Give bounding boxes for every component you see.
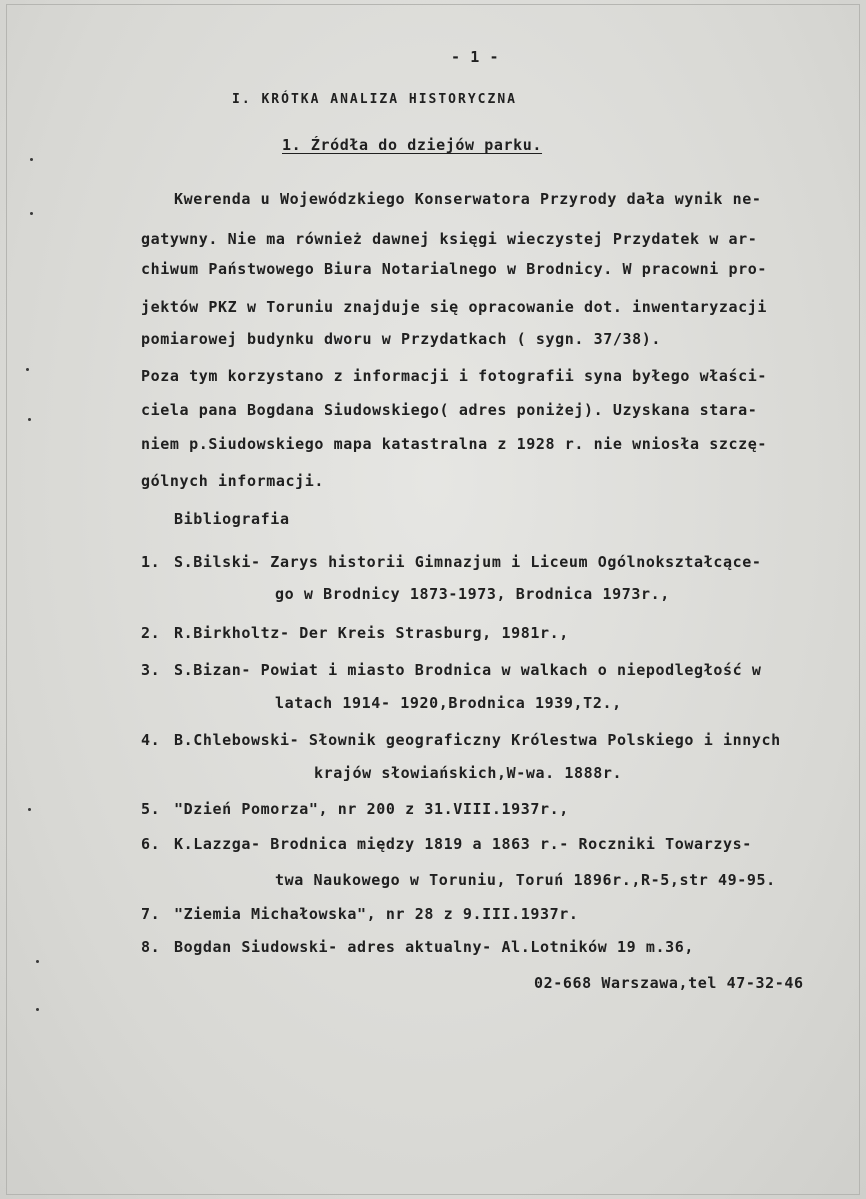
paragraph-2-line: niem p.Siudowskiego mapa katastralna z 1928 r. nie wniosła szczę- [141, 435, 767, 453]
margin-mark [28, 418, 31, 421]
bibliography-number: 1. [141, 553, 161, 571]
bibliography-number: 7. [141, 905, 161, 923]
paragraph-2-line: gólnych informacji. [141, 472, 324, 490]
chapter-title: I. KRÓTKA ANALIZA HISTORYCZNA [232, 92, 517, 107]
paragraph-1-line: jektów PKZ w Toruniu znajduje się opracowanie dot. inwentaryzacji [141, 298, 767, 316]
bibliography-number: 6. [141, 835, 161, 853]
margin-mark [30, 212, 33, 215]
bibliography-number: 8. [141, 938, 161, 956]
bibliography-entry: krajów słowiańskich,W-wa. 1888r. [314, 764, 623, 782]
bibliography-entry: Bogdan Siudowski- adres aktualny- Al.Lotników 19 m.36, [174, 938, 695, 956]
bibliography-number: 4. [141, 731, 161, 749]
bibliography-number: 3. [141, 661, 161, 679]
bibliography-number: 5. [141, 800, 161, 818]
bibliography-entry: twa Naukowego w Toruniu, Toruń 1896r.,R-5,str 49-95. [275, 871, 776, 889]
bibliography-entry: K.Lazzga- Brodnica między 1819 a 1863 r.- Roczniki Towarzys- [174, 835, 752, 853]
paragraph-1-line: gatywny. Nie ma również dawnej księgi wieczystej Przydatek w ar- [141, 230, 758, 248]
page-number: - 1 - [451, 48, 500, 66]
bibliography-entry: S.Bizan- Powiat i miasto Brodnica w walkach o niepodległość w [174, 661, 762, 679]
paragraph-2-line: Poza tym korzystano z informacji i fotografii syna byłego właści- [141, 367, 767, 385]
bibliography-heading: Bibliografia [174, 510, 290, 528]
margin-mark [36, 960, 39, 963]
bibliography-entry: B.Chlebowski- Słownik geograficzny Królestwa Polskiego i innych [174, 731, 781, 749]
margin-mark [26, 368, 29, 371]
paragraph-1-line: Kwerenda u Wojewódzkiego Konserwatora Przyrody dała wynik ne- [174, 190, 762, 208]
bibliography-entry: S.Bilski- Zarys historii Gimnazjum i Liceum Ogólnokształcące- [174, 553, 762, 571]
bibliography-entry: 02-668 Warszawa,tel 47-32-46 [534, 974, 804, 992]
bibliography-number: 2. [141, 624, 161, 642]
paragraph-1-line: pomiarowej budynku dworu w Przydatkach ( sygn. 37/38). [141, 330, 662, 348]
bibliography-entry: go w Brodnicy 1873-1973, Brodnica 1973r., [275, 585, 670, 603]
bibliography-entry: R.Birkholtz- Der Kreis Strasburg, 1981r., [174, 624, 569, 642]
paragraph-1-line: chiwum Państwowego Biura Notarialnego w Brodnicy. W pracowni pro- [141, 260, 767, 278]
margin-mark [30, 158, 33, 161]
margin-mark [36, 1008, 39, 1011]
bibliography-entry: "Ziemia Michałowska", nr 28 z 9.III.1937r. [174, 905, 579, 923]
section-title: 1. Źródła do dziejów parku. [282, 136, 543, 154]
margin-mark [28, 808, 31, 811]
bibliography-entry: "Dzień Pomorza", nr 200 z 31.VIII.1937r., [174, 800, 569, 818]
paragraph-2-line: ciela pana Bogdana Siudowskiego( adres poniżej). Uzyskana stara- [141, 401, 758, 419]
bibliography-entry: latach 1914- 1920,Brodnica 1939,T2., [275, 694, 622, 712]
